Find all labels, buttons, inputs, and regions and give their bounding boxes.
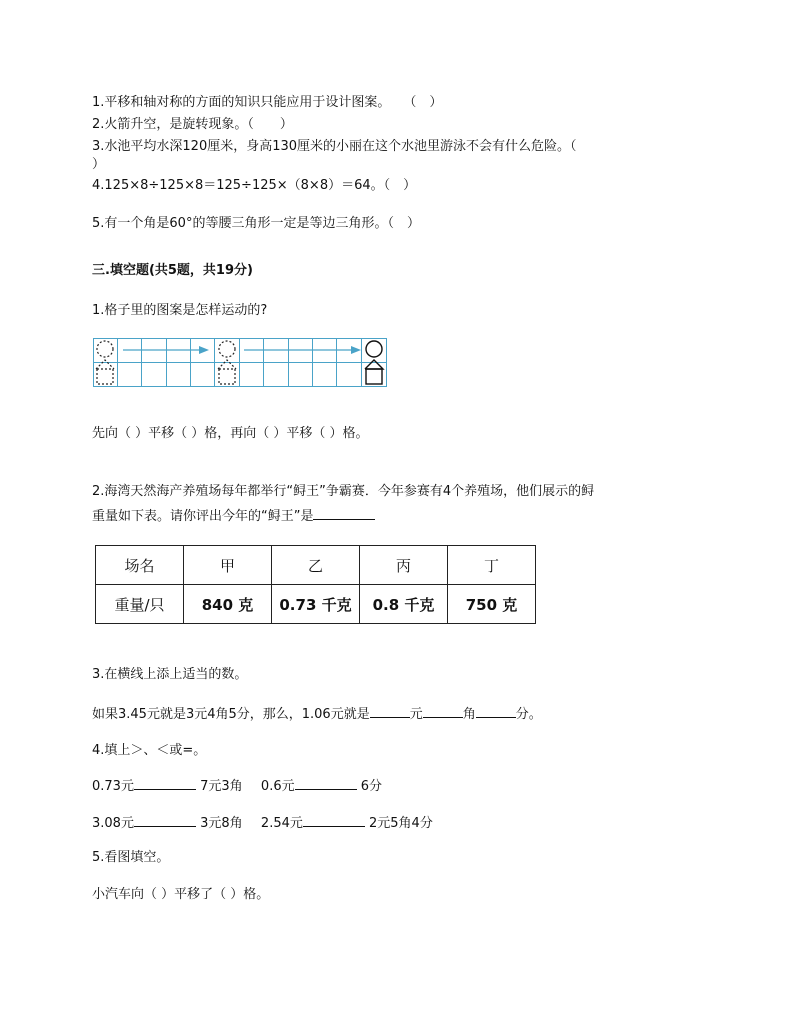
compare-blank[interactable] [295,777,357,790]
grid-lines [94,338,387,387]
q4-row-2 [92,814,433,833]
table-header-row [96,546,536,585]
judge-item-4: 4.125×8÷125×8＝125÷125×（8×8）＝64。（ ） [92,178,417,193]
q3-text: 3.在横线上添上适当的数。 [92,667,248,682]
judge-item-1: 1.平移和轴对称的方面的知识只能应用于设计图案。 （ ） [92,95,443,110]
table-cell: 场名 [96,546,184,585]
compare-left: 0.6元 [260,779,295,794]
table-cell: 丁 [448,546,536,585]
judge-item-5: 5.有一个角是60°的等腰三角形一定是等边三角形。（ ） [92,216,420,231]
compare-right: 2元5角4分 [369,816,433,831]
table-cell: 甲 [184,546,272,585]
q2-text-line2-label: 重量如下表。请你评出今年的“鲟王”是 [92,509,314,524]
compare-right: 6分 [360,779,383,794]
unit-fen: 分。 [515,707,542,722]
table-cell: 840 克 [184,585,272,624]
q2-text-line1: 2.海湾天然海产养殖场每年都举行“鲟王”争霸赛．今年参赛有4个养殖场，他们展示的鲟 [92,484,595,499]
table-cell: 乙 [272,546,360,585]
q3-sentence-prefix: 如果3.45元就是3元4角5分，那么，1.06元就是 [92,707,370,722]
q2-text-line2 [92,507,375,526]
q1-text: 1.格子里的图案是怎样运动的? [92,303,268,318]
judge-item-3: 3.水池平均水深120厘米，身高130厘米的小丽在这个水池里游泳不会有什么危险。（ [92,139,577,154]
compare-left: 3.08元 [92,816,134,831]
unit-yuan: 元 [409,707,423,722]
section-heading: 三.填空题(共5题，共19分) [92,263,253,278]
yuan-blank[interactable] [370,705,410,718]
table-cell: 0.73 千克 [272,585,360,624]
judge-item-3-cont: ） [92,157,106,172]
q5-text: 5.看图填空。 [92,850,170,865]
compare-left: 0.73元 [92,779,134,794]
movement-grid-figure [93,338,389,390]
arrow-2-icon [244,346,361,354]
table-cell: 0.8 千克 [360,585,448,624]
compare-blank[interactable] [134,777,196,790]
fen-blank[interactable] [476,705,516,718]
compare-blank[interactable] [303,814,365,827]
table-cell: 750 克 [448,585,536,624]
compare-right: 7元3角 [200,779,243,794]
compare-blank[interactable] [134,814,196,827]
table-cell: 丙 [360,546,448,585]
compare-right: 3元8角 [200,816,243,831]
q4-row-1 [92,777,382,796]
answer-blank[interactable] [313,507,375,520]
q1-answer-line: 先向（ ）平移（ ）格，再向（ ）平移（ ）格。 [92,426,369,441]
compare-left: 2.54元 [260,816,303,831]
jiao-blank[interactable] [423,705,463,718]
table-row [96,585,536,624]
q4-text: 4.填上＞、＜或=。 [92,743,207,758]
weights-table [95,545,536,624]
table-cell: 重量/只 [96,585,184,624]
q3-sentence [92,705,542,724]
judge-item-2: 2.火箭升空，是旋转现象。（ ） [92,117,293,132]
q5-answer-line: 小汽车向（ ）平移了（ ）格。 [92,887,270,902]
unit-jiao: 角 [462,707,476,722]
